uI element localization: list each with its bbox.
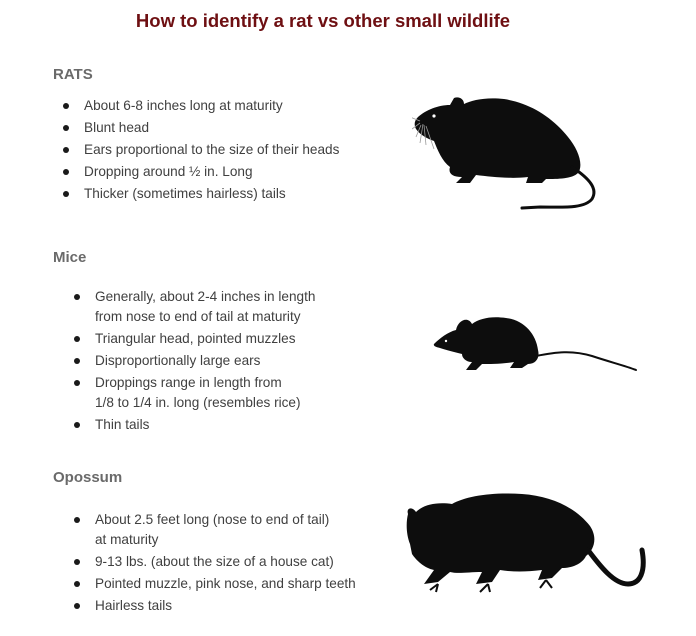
list-item: Pointed muzzle, pink nose, and sharp teeth (64, 574, 356, 594)
rats-bullet-list (53, 96, 339, 206)
list-item: 9-13 lbs. (about the size of a house cat) (64, 552, 356, 572)
opossum-heading: Opossum (53, 469, 123, 486)
list-item: Thicker (sometimes hairless) tails (53, 184, 339, 204)
list-item: Hairless tails (64, 596, 356, 616)
opossum-silhouette-icon (402, 488, 652, 598)
mice-bullet-list (64, 287, 315, 437)
list-item: Generally, about 2-4 inches in length from nose to end of tail at maturity (64, 287, 315, 327)
list-item: Dropping around ½ in. Long (53, 162, 339, 182)
mice-heading: Mice (53, 249, 87, 266)
list-item: Droppings range in length from 1/8 to 1/4 in. long (resembles rice) (64, 373, 315, 413)
list-item: About 6-8 inches long at maturity (53, 96, 339, 116)
mouse-silhouette-icon (432, 312, 642, 382)
page-title: How to identify a rat vs other small wildlife (135, 10, 511, 31)
list-item: Blunt head (53, 118, 339, 138)
list-item: Disproportionally large ears (64, 351, 315, 371)
rats-heading: RATS (53, 66, 93, 83)
list-item: Thin tails (64, 415, 315, 435)
list-item: Ears proportional to the size of their heads (53, 140, 339, 160)
rat-silhouette-icon (412, 95, 602, 215)
list-item: Triangular head, pointed muzzles (64, 329, 315, 349)
list-item: About 2.5 feet long (nose to end of tail) at maturity (64, 510, 356, 550)
opossum-bullet-list (64, 510, 356, 618)
